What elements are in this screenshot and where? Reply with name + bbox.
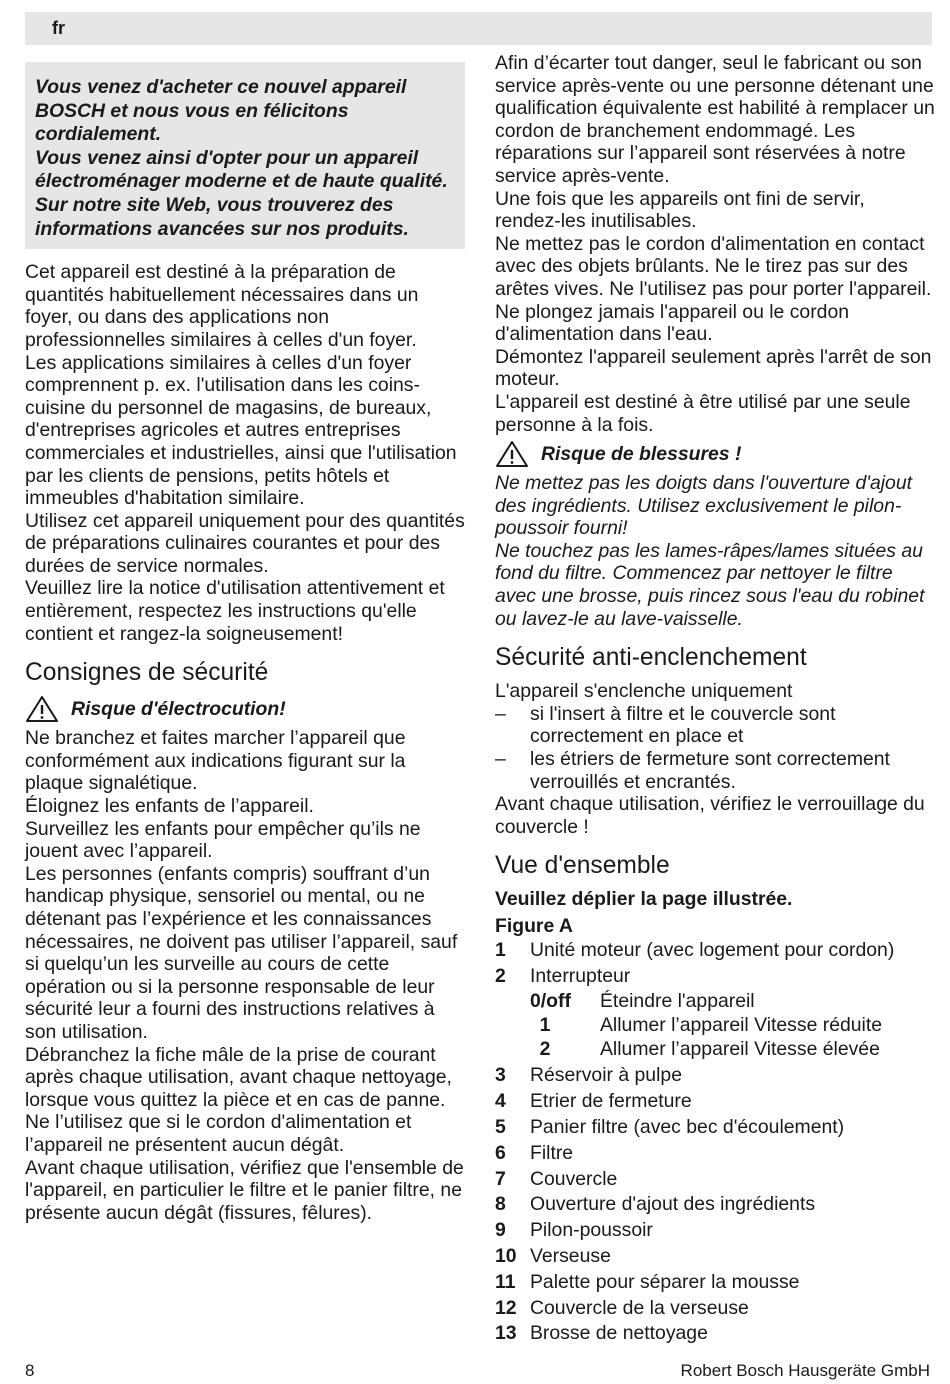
list-item bbox=[495, 748, 935, 793]
warning-electrocution-title: Risque d'électrocution! bbox=[71, 697, 286, 720]
item-number: 11 bbox=[495, 1270, 516, 1293]
item-text: Verseuse bbox=[530, 1244, 611, 1267]
item-number: 13 bbox=[495, 1322, 517, 1345]
item-text: Interrupteur bbox=[530, 965, 631, 988]
overview-heading: Vue d'ensemble bbox=[495, 852, 670, 880]
list-item bbox=[495, 938, 935, 964]
intro-box bbox=[25, 62, 465, 249]
switch-key: 0/off bbox=[530, 990, 571, 1012]
lock-after: Avant chaque utilisation, vérifiez le verrouillage du couvercle ! bbox=[495, 793, 925, 838]
safety-text-4: Les personnes (enfants compris) souffrant d’un handicap physique, sensoriel ou mental, ou ne détenant pas l’expérience et les connaissances nécessaires, ne doivent pas utiliser l’appareil, sauf si quelqu’un les surveille au cours de cette opération ou si la personne responsable de leur sécurité leur a fourni des instructions relatives à son utilisation. bbox=[25, 862, 458, 1043]
switch-setting bbox=[495, 1038, 935, 1062]
warning-triangle-icon bbox=[495, 440, 529, 468]
safety-text-1: Ne branchez et faites marcher l’appareil que conformément aux indications figurant sur la plaque signalétique. bbox=[25, 727, 406, 795]
safety-text-5: Débranchez la fiche mâle de la prise de courant après chaque utilisation, avant chaque nettoyage, lorsque vous quittez la pièce et en cas de panne. bbox=[25, 1043, 452, 1111]
page-number: 8 bbox=[25, 1361, 35, 1380]
lock-condition-1: si l'insert à filtre et le couvercle sont correctement en place et bbox=[530, 702, 836, 748]
item-text: Ouverture d'ajout des ingrédients bbox=[530, 1193, 816, 1216]
warning-triangle-icon bbox=[25, 695, 59, 723]
item-text: Brosse de nettoyage bbox=[530, 1322, 708, 1345]
injury-text-2: Ne touchez pas les lames-râpes/lames situées au fond du filtre. Commencez par nettoyer le filtre avec une brosse, puis rincez sous l'eau du robinet ou lavez-le au lave-vaisselle. bbox=[495, 539, 925, 630]
item-number: 5 bbox=[495, 1115, 506, 1138]
list-item bbox=[495, 1244, 935, 1270]
dash-bullet: – bbox=[495, 702, 506, 725]
usage-paragraph-1: Cet appareil est destiné à la préparation de quantités habituellement nécessaires dans un foyer, ou dans des applications non professionnelles similaires à celles d'un foyer. bbox=[25, 261, 419, 351]
item-text: Palette pour séparer la mousse bbox=[530, 1270, 800, 1293]
single-user-text: L'appareil est destiné à être utilisé par une seule personne à la fois. bbox=[495, 390, 911, 436]
item-text: Pilon-poussoir bbox=[530, 1219, 653, 1242]
item-text: Unité moteur (avec logement pour cordon) bbox=[530, 939, 895, 962]
item-text: Etrier de fermeture bbox=[530, 1090, 692, 1113]
header-bar bbox=[25, 12, 932, 45]
item-text: Filtre bbox=[530, 1141, 574, 1164]
overview-unfold: Veuillez déplier la page illustrée. bbox=[495, 888, 793, 911]
switch-text: Éteindre l'appareil bbox=[600, 990, 755, 1012]
dismantle-text: Démontez l'appareil seulement après l'arrêt de son moteur. bbox=[495, 345, 932, 391]
list-item bbox=[495, 1141, 935, 1167]
figure-label: Figure A bbox=[495, 915, 573, 938]
list-item bbox=[495, 703, 935, 748]
switch-setting bbox=[495, 990, 935, 1014]
switch-setting bbox=[495, 1014, 935, 1038]
intro-paragraph-2: Vous venez ainsi d'opter pour un appareil électroménager moderne et de haute qualité. Sur notre site Web, vous trouverez des informations avancées sur nos produits. bbox=[35, 146, 448, 240]
switch-text: Allumer l’appareil Vitesse élevée bbox=[600, 1037, 880, 1060]
warning-injury-title: Risque de blessures ! bbox=[541, 442, 742, 465]
right-column bbox=[495, 52, 935, 1347]
item-text: Réservoir à pulpe bbox=[530, 1064, 682, 1087]
intro-paragraph-1: Vous venez d'acheter ce nouvel appareil BOSCH et nous vous en félicitons cordialement. bbox=[35, 76, 407, 146]
parts-list bbox=[495, 1063, 935, 1347]
item-text: Couvercle de la verseuse bbox=[530, 1296, 749, 1319]
item-text: Couvercle bbox=[530, 1167, 618, 1190]
company-name: Robert Bosch Hausgeräte GmbH bbox=[680, 1361, 930, 1380]
safety-text-3: Surveillez les enfants pour empêcher qu’ils ne jouent avec l’appareil. bbox=[25, 817, 421, 863]
dash-bullet: – bbox=[495, 748, 506, 771]
list-item bbox=[495, 1270, 935, 1296]
warning-electrocution bbox=[25, 695, 465, 723]
item-text: Panier filtre (avec bec d'écoulement) bbox=[530, 1115, 845, 1138]
item-number: 7 bbox=[495, 1167, 506, 1190]
list-item bbox=[495, 1321, 935, 1347]
item-number: 8 bbox=[495, 1193, 506, 1216]
item-number: 3 bbox=[495, 1064, 506, 1087]
list-item bbox=[495, 1115, 935, 1141]
list-item bbox=[495, 964, 935, 990]
item-number: 6 bbox=[495, 1141, 506, 1164]
cord-text: Ne mettez pas le cordon d'alimentation en contact avec des objets brûlants. Ne le tirez pas sur des arêtes vives. Ne l'utilisez pas pour porter l'appareil. Ne plongez jamais l'appareil ou le cordon d'alimentation dans l'eau. bbox=[495, 232, 932, 346]
item-number: 2 bbox=[495, 965, 506, 988]
language-label: fr bbox=[52, 18, 65, 38]
list-item bbox=[495, 1218, 935, 1244]
item-number: 1 bbox=[495, 939, 506, 962]
safety-text-7: Avant chaque utilisation, vérifiez que l'ensemble de l'appareil, en particulier le filtre et le panier filtre, ne présente aucun dégât (fissures, fêlures). bbox=[25, 1156, 464, 1224]
repair-text: Afin d’écarter tout danger, seul le fabricant ou son service après-vente ou une personne détenant une qualification équivalente est habilité à remplacer un cordon de branchement endommagé. Les réparations sur l’appareil sont réservées à notre service après-vente. bbox=[495, 52, 935, 187]
item-number: 10 bbox=[495, 1244, 517, 1267]
left-column bbox=[25, 62, 465, 1224]
safety-heading: Consignes de sécurité bbox=[25, 659, 269, 687]
safety-text-6: Ne l’utilisez que si le cordon d'alimentation et l’appareil ne présentent aucun dégât. bbox=[25, 1111, 412, 1156]
switch-key: 1 bbox=[539, 1013, 551, 1036]
switch-key: 2 bbox=[539, 1037, 551, 1060]
warning-injury bbox=[495, 440, 935, 468]
safety-text-2: Éloignez les enfants de l’appareil. bbox=[25, 795, 314, 818]
usage-paragraph-4: Veuillez lire la notice d'utilisation attentivement et entièrement, respectez les instructions qu'elle contient et rangez-la soigneusement! bbox=[25, 577, 445, 645]
disposal-text: Une fois que les appareils ont fini de servir, rendez-les inutilisables. bbox=[495, 187, 865, 233]
list-item bbox=[495, 1167, 935, 1193]
lock-intro: L'appareil s'enclenche uniquement bbox=[495, 680, 793, 703]
list-item bbox=[495, 1089, 935, 1115]
item-number: 12 bbox=[495, 1296, 517, 1319]
item-number: 4 bbox=[495, 1090, 506, 1113]
switch-text: Allumer l’appareil Vitesse réduite bbox=[600, 1013, 883, 1036]
lock-heading: Sécurité anti-enclenchement bbox=[495, 644, 807, 672]
list-item bbox=[495, 1296, 935, 1322]
usage-paragraph-3: Utilisez cet appareil uniquement pour des quantités de préparations culinaires courantes et pour des durées de service normales. bbox=[25, 509, 465, 577]
usage-paragraph-2: Les applications similaires à celles d'un foyer comprennent p. ex. l'utilisation dans les coins-cuisine du personnel de magasins, de bureaux, d'entreprises agricoles et autres entreprises commerciales et industrielles, ainsi que l'utilisation par les clients de pensions, petits hôtels et immeubles d'habitation similaire. bbox=[25, 351, 457, 510]
list-item bbox=[495, 1063, 935, 1089]
lock-condition-2: les étriers de fermeture sont correctement verrouillés et encrantés. bbox=[530, 748, 890, 793]
injury-text-1: Ne mettez pas les doigts dans l'ouverture d'ajout des ingrédients. Utilisez exclusivement le pilon-poussoir fourni! bbox=[495, 472, 912, 540]
item-number: 9 bbox=[495, 1219, 506, 1242]
list-item bbox=[495, 1192, 935, 1218]
